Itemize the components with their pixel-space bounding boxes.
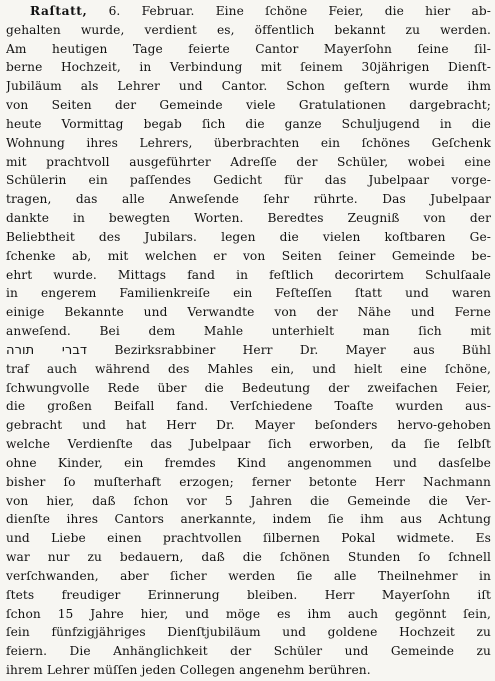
article-line-text: Bezirksrabbiner Herr Dr. Mayer aus Bühl [114,342,491,357]
article-line: dankte in bewegten Worten. Beredtes Zeugniß von der [6,211,491,226]
article-line: anweſend. Bei dem Mahle unterhielt man ſich mit [6,324,491,339]
article-line: ehrt wurde. Mittags fand in feſtlich decorirtem Schulſaale [6,267,491,282]
article-line: Schülerin ein paſſendes Gedicht für das Jubelpaar vorge- [6,173,491,188]
article-line: von hier, daß ſchon vor 5 Jahren die Gemeinde die Ver- [6,493,491,508]
article-line: ſchwungvolle Rede über die Bedeutung der zweifachen Feier, [6,380,491,395]
article-line: ſchon 15 Jahre hier, und möge es ihm auch gegönnt ſein, [6,606,491,621]
article-line: Jubiläum als Lehrer und Cantor. Schon geſtern wurde ihm [6,79,491,94]
article-line: dienſte ihres Cantors anerkannte, indem ſie ihm aus Achtung [6,512,491,527]
article-line-hebrew [6,341,491,360]
article-line: mit prachtvoll ausgeführter Adreſſe der Schüler, wobei eine [6,154,491,169]
article-line: ſchenke ab, mit welchen er von Seiten ſeiner Gemeinde be- [6,248,491,263]
dateline-place: Raſtatt, [30,4,88,18]
article-line: war nur zu bedauern, daß die ſchönen Stunden ſo ſchnell [6,550,491,565]
article-line: tragen, das alle Anweſende ſehr rührte. Das Jubelpaar [6,192,491,207]
article-line: berne Hochzeit, in Verbindung mit ſeinem 30jährigen Dienſt- [6,60,491,75]
article-line-text: Eine ſchöne Feier, die hier ab- [215,4,491,18]
article-line: Am heutigen Tage feierte Cantor Mayerſohn ſeine ſil- [6,41,491,56]
article-line: in engerem Familienkreiſe ein Feſteſſen ſtatt und waren [6,286,491,301]
article-line: feiern. Die Anhänglichkeit der Schüler und Gemeinde zu [6,644,491,659]
article-line: welche Verdienſte das Jubelpaar ſich erworben, da ſie ſelbſt [6,437,491,452]
article-line: verſchwanden, aber ſicher werden ſie alle Theilnehmer in [6,568,491,583]
article-line: gebracht und hat Herr Dr. Mayer beſonders hervo-gehoben [6,418,491,433]
article-line: bisher ſo muſterhaft erzogen; ferner betonte Herr Nachmann [6,474,491,489]
article-line: heute Vormittag begab ſich die ganze Schuljugend in die [6,116,491,131]
article-line: von Seiten der Gemeinde viele Gratulationen dargebracht; [6,98,491,113]
article-line: die großen Beifall fand. Verſchiedene Toaſte wurden aus- [6,399,491,414]
article-line: ſtets freudiger Erinnerung bleiben. Herr Mayerſohn iſt [6,587,491,602]
article-line: traf auch während des Mahles ein, und hielt eine ſchöne, [6,361,491,376]
dateline-date: 6. Februar. [108,4,195,18]
article-line-1 [30,2,491,20]
article-line: ohne Kinder, ein fremdes Kind angenommen und dasſelbe [6,455,491,470]
article-line: Beliebtheit des Jubilars. legen die vielen koſtbaren Ge- [6,229,491,244]
article-line: ſein fünfzigjähriges Dienſtjubiläum und goldene Hochzeit zu [6,625,491,640]
article-line: gehalten wurde, verdient es, öffentlich bekannt zu werden. [6,22,491,37]
article-line: ihrem Lehrer müſſen jeden Collegen angenehm berühren. [6,663,371,677]
article-line: und Liebe einen prachtvollen ſilbernen Pokal widmete. Es [6,531,491,546]
article-line: einige Bekannte und Verwandte von der Nähe und Ferne [6,305,491,320]
article-line: Wohnung ihres Lehrers, überbrachten ein ſchönes Geſchenk [6,135,491,150]
hebrew-phrase: דברי תורה [6,342,88,358]
